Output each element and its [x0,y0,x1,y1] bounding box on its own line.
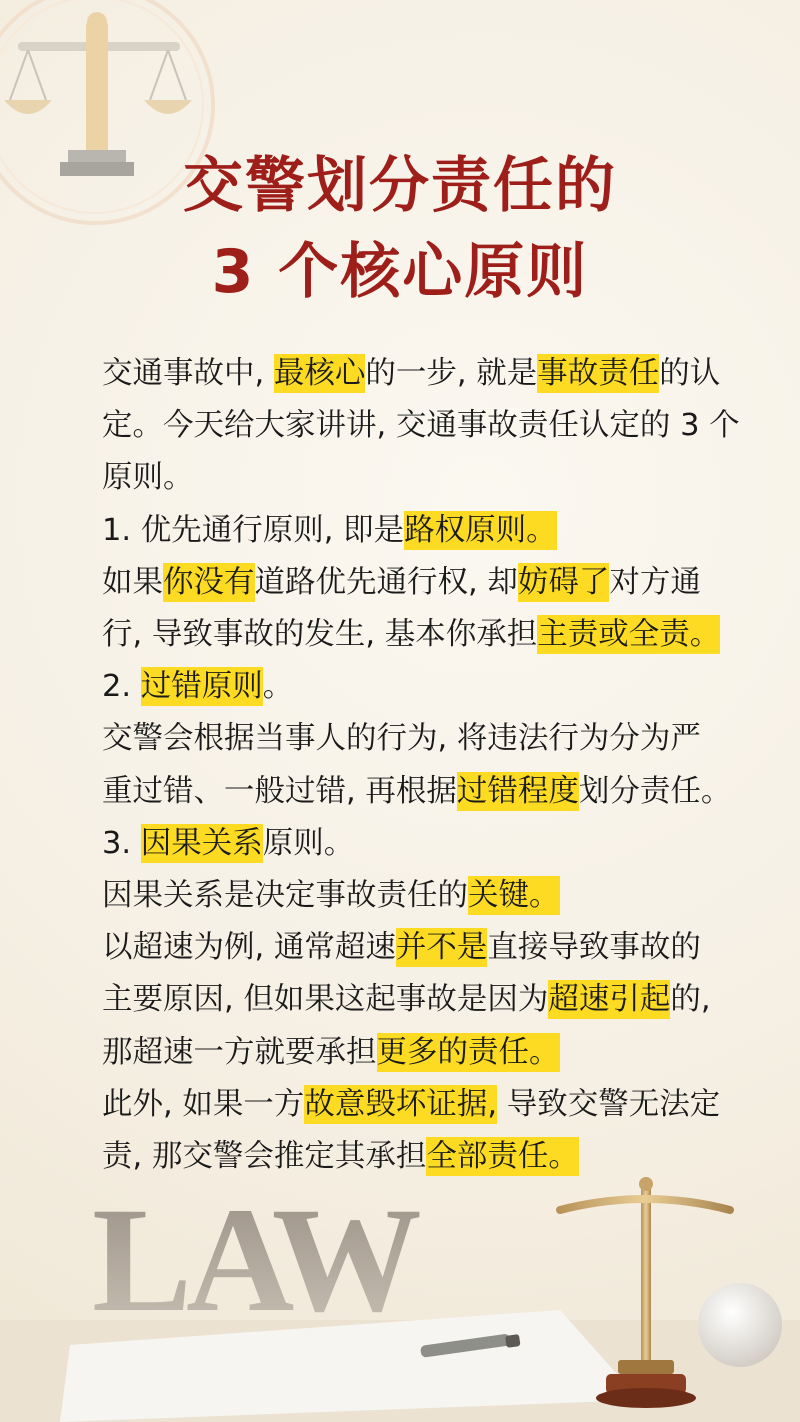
text-segment: 那超速一方就要承担 [102,1034,377,1070]
highlighted-phrase: 事故责任 [537,356,660,391]
highlighted-phrase: 妨碍了 [517,564,610,600]
law-letters: LAW [92,1177,416,1343]
text-segment: 主要原因, 但如果这起事故是因为 [102,982,549,1018]
text-segment: 2. [102,669,141,705]
text-segment: 。 [262,669,294,705]
text-segment: 3. [102,825,141,861]
text-segment: 重过错、一般过错, 再根据 [102,773,457,809]
highlighted-phrase: 你没有 [163,564,255,600]
text-line [102,818,712,870]
text-line [102,400,740,452]
page-title: 交警划分责任的 [183,151,617,221]
text-segment: 如果 [102,564,163,600]
text-line [102,348,721,400]
highlighted-phrase: 并不是 [395,930,488,966]
text-segment: 道路优先通行权, 却 [254,564,518,600]
highlighted-phrase: 因果关系 [140,825,263,861]
highlighted-phrase: 最核心 [273,356,366,391]
text-segment: 定。今天给大家讲讲, 交通事故责任认定的 3 个 [102,408,740,444]
highlighted-phrase: 超速引起 [548,982,671,1018]
highlighted-phrase: 过错原则 [140,669,263,705]
page-subtitle: 3 个核心原则 [211,237,589,307]
text-line [102,609,721,661]
text-line [102,661,712,713]
text-segment: 对方通 [609,564,701,600]
text-segment: 原则。 [262,825,355,861]
text-segment: 以超速为例, 通常超速 [102,930,396,966]
text-segment: 此外, 如果一方 [102,1086,305,1122]
text-segment: 行, 导致事故的发生, 基本你承担 [102,617,538,653]
text-line [102,452,712,504]
text-line [102,870,712,922]
highlighted-phrase: 全部责任。 [426,1139,579,1175]
law-decoration [0,1170,800,1422]
text-segment: 1. 优先通行原则, 即是 [102,512,405,548]
highlighted-phrase: 更多的责任。 [376,1034,560,1070]
text-segment: 划分责任。 [578,773,732,809]
text-line [102,713,712,765]
highlighted-phrase: 路权原则。 [404,512,557,548]
text-segment: 直接导致事故的 [487,930,701,966]
text-segment: 的认 [659,356,721,391]
article-body [102,348,740,1183]
text-line [102,922,712,974]
highlighted-phrase: 过错程度 [456,773,579,809]
highlighted-phrase: 主责或全责。 [537,617,721,653]
text-line [102,766,732,818]
text-segment: 责, 那交警会推定其承担 [102,1139,427,1175]
text-line [102,557,712,609]
text-segment: 交通事故中, [102,356,274,391]
highlighted-phrase: 关键。 [468,878,560,914]
text-line [102,1027,712,1079]
text-line [102,974,712,1026]
text-segment: 因果关系是决定事故责任的 [102,878,468,914]
text-segment: 交警会根据当事人的行为, 将违法行为分为严 [102,721,701,757]
text-line [102,505,712,557]
highlighted-phrase: 故意毁坏证据, [304,1086,498,1122]
text-line [102,1079,721,1131]
text-segment: 导致交警无法定 [497,1086,721,1122]
text-segment: 的, [670,982,711,1018]
text-segment: 的一步, 就是 [365,356,538,391]
text-segment: 原则。 [102,460,194,496]
